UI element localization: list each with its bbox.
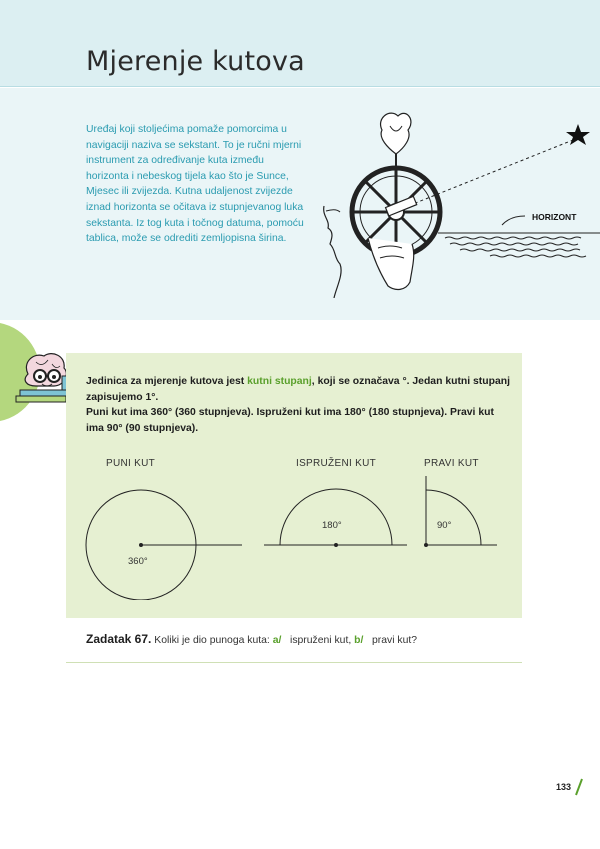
angle-diagrams: [66, 470, 522, 600]
page-number: 133: [556, 782, 572, 792]
full-angle-degrees: 360°: [128, 556, 148, 567]
right-angle-degrees: 90°: [437, 520, 452, 531]
full-angle-diagram: [86, 490, 242, 600]
right-angle-label: PRAVI KUT: [424, 458, 479, 469]
intro-paragraph: Uređaj koji stoljećima pomaže pomorcima u navigaciji naziva se sekstant. To je ručni mjerni instrument za određivanje kuta između horizonta i nebeskog tijela kao što je Sunce, Mjesec ili zvijezda. Kutna udaljenost zvijezde iznad horizonta se očitava iz stupnjevanog luka sekstanta. Iz tog kuta i točnog datuma, pomoću tablica, može se odrediti zemljopisna širina.: [86, 124, 304, 245]
straight-angle-label: ISPRUŽENI KUT: [296, 458, 377, 469]
definition-line-4: ima 90° (90 stupnjeva).: [86, 422, 199, 434]
highlight-kutni-stupanj: kutni stupanj: [247, 376, 312, 387]
definition-line-1: Jedinica za mjerenje kutova jest kutni stupanj, koji se označava °. Jedan kutni stupanj: [86, 376, 510, 387]
task-question: Koliki je dio punoga kuta:: [151, 635, 273, 646]
definition-line-3: Puni kut ima 360° (360 stupnjeva). Ispruženi kut ima 180° (180 stupnjeva). Pravi kut: [86, 407, 494, 419]
definition-line-2: zapisujemo 1°.: [86, 391, 159, 403]
page-title: Mjerenje kutova: [86, 46, 305, 77]
task-letter-b: b/: [354, 635, 364, 646]
star-icon: [566, 124, 590, 145]
page-slash-icon: [574, 778, 584, 796]
task-letter-a: a/: [272, 635, 282, 646]
right-angle-diagram: [426, 476, 497, 545]
task-option-b: pravi kut?: [363, 635, 418, 646]
straight-angle-diagram: [264, 489, 407, 545]
task-line: [86, 632, 417, 646]
horizon-label: HORIZONT: [532, 212, 577, 222]
full-angle-label: PUNI KUT: [106, 458, 156, 469]
task-title: Zadatak 67.: [86, 632, 152, 646]
task-option-a: ispruženi kut,: [281, 635, 355, 646]
definition-text: [86, 374, 510, 436]
straight-angle-degrees: 180°: [322, 520, 342, 531]
sextant-illustration: [320, 108, 600, 298]
